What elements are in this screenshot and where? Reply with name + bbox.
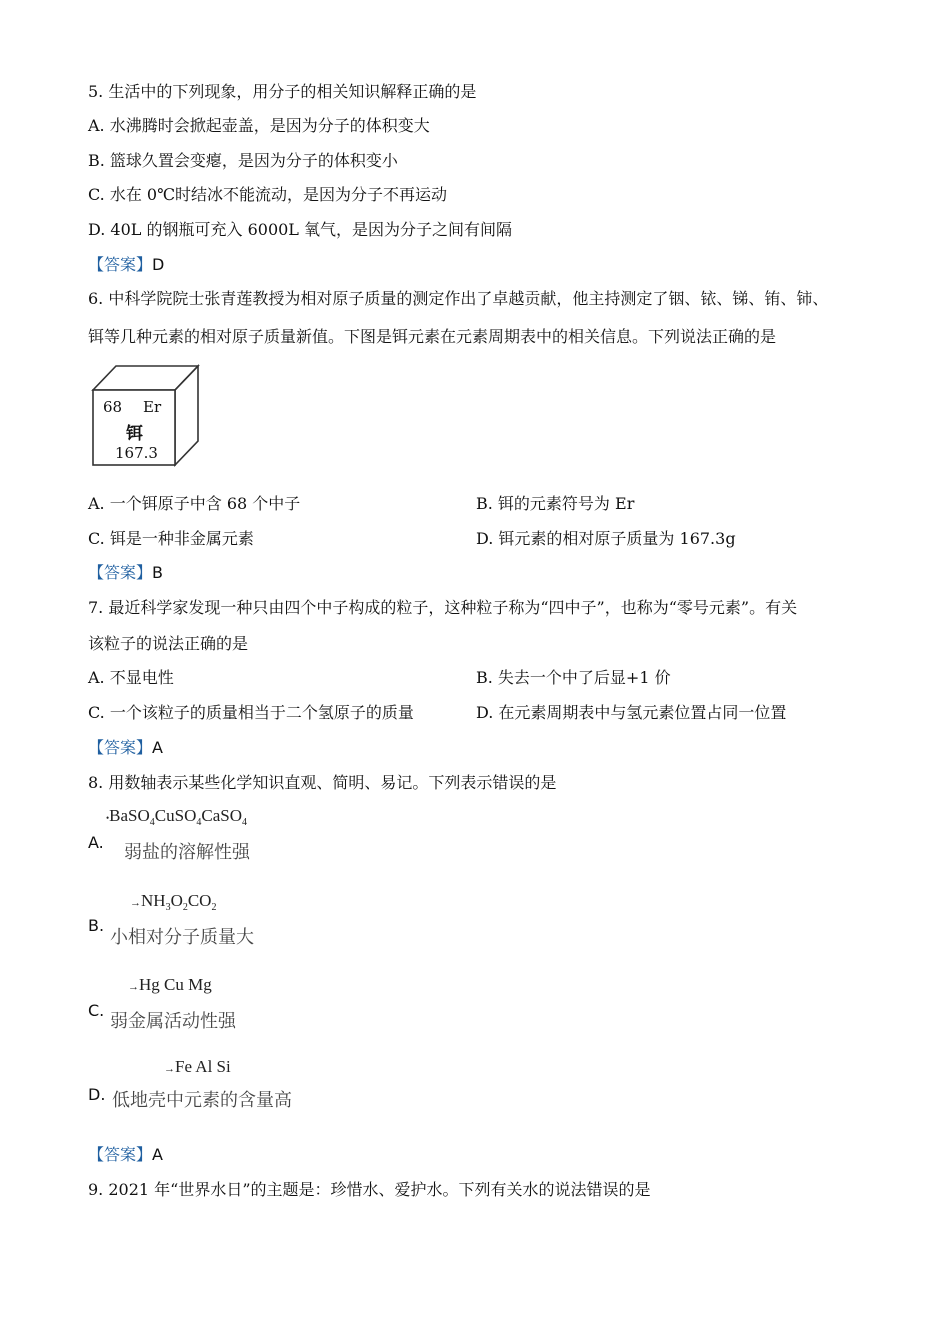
q8-option-a-letter: A. xyxy=(88,833,104,852)
q5-option-c: C. 水在 0℃时结冰不能流动，是因为分子不再运动 xyxy=(88,185,448,204)
q8-option-d-letter: D. xyxy=(88,1085,106,1104)
q7-option-d: D. 在元素周期表中与氢元素位置占同一位置 xyxy=(476,703,787,722)
q8-option-b-axis-bottom: 小相对分子质量大 xyxy=(110,927,254,948)
q7-answer-value: A xyxy=(152,738,163,757)
q8-option-d-axis-bottom: 低地壳中元素的含量高 xyxy=(112,1090,292,1111)
q5-option-d: D. 40L 的钢瓶可充入 6000L 氧气，是因为分子之间有间隔 xyxy=(88,220,513,239)
q5-answer-value: D xyxy=(152,255,165,274)
q5-option-a: A. 水沸腾时会掀起壶盖，是因为分子的体积变大 xyxy=(88,116,430,135)
q8-option-c-axis-bottom: 弱金属活动性强 xyxy=(110,1011,236,1032)
q6-answer-value: B xyxy=(152,563,164,582)
q6-option-b: B. 铒的元素符号为 Er xyxy=(476,494,635,513)
q6-option-a: A. 一个铒原子中含 68 个中子 xyxy=(88,494,301,513)
q5-answer: 【答案】D xyxy=(88,255,165,274)
q7-option-c: C. 一个该粒子的质量相当于二个氢原子的质量 xyxy=(88,703,414,722)
q7-answer: 【答案】A xyxy=(88,738,163,757)
q6-option-d: D. 铒元素的相对原子质量为 167.3g xyxy=(476,529,736,548)
q6-answer: 【答案】B xyxy=(88,563,164,582)
q5-option-b: B. 篮球久置会变瘪，是因为分子的体积变小 xyxy=(88,151,398,170)
q7-stem-line2: 该粒子的说法正确的是 xyxy=(88,634,249,653)
q6-stem-line2: 铒等几种元素的相对原子质量新值。下图是铒元素在元素周期表中的相关信息。下列说法正确的是 xyxy=(88,327,777,346)
q8-option-b-axis-top: $\to NH_3O_2CO_2$ xyxy=(130,891,217,913)
element-cell-erbium xyxy=(90,364,200,468)
q8-answer: 【答案】A xyxy=(88,1145,163,1164)
element-symbol: Er xyxy=(143,398,162,416)
q5-stem: 5. 生活中的下列现象，用分子的相关知识解释正确的是 xyxy=(88,82,477,101)
q6-stem-line1: 6. 中科学院院士张青莲教授为相对原子质量的测定作出了卓越贡献，他主持测定了铟、铱、锑、铕、铈、 xyxy=(88,289,829,308)
q7-stem-line1: 7. 最近科学家发现一种只由四个中子构成的粒子，这种粒子称为“四中子”，也称为“零号元素”。有关 xyxy=(88,598,798,617)
element-mass: 167.3 xyxy=(115,444,158,462)
q8-option-b-letter: B. xyxy=(88,916,105,935)
q9-stem: 9. 2021 年“世界水日”的主题是：珍惜水、爱护水。下列有关水的说法错误的是 xyxy=(88,1180,651,1199)
q8-option-a-axis-top: •BaSO$_4$CuSO$_4$CaSO$_4$ xyxy=(106,806,247,828)
q6-option-c: C. 铒是一种非金属元素 xyxy=(88,529,254,548)
element-number: 68 xyxy=(103,398,123,416)
q8-option-c-letter: C. xyxy=(88,1001,105,1020)
q8-option-d-axis-top: →Fe Al Si xyxy=(164,1057,231,1076)
q8-option-a-axis-bottom: 弱盐的溶解性强 xyxy=(124,842,250,863)
q8-answer-value: A xyxy=(152,1145,163,1164)
q8-option-c-axis-top: →Hg Cu Mg xyxy=(128,975,212,994)
q8-stem: 8. 用数轴表示某些化学知识直观、简明、易记。下列表示错误的是 xyxy=(88,773,557,792)
q7-option-a: A. 不显电性 xyxy=(88,668,174,687)
element-name: 铒 xyxy=(126,424,143,444)
q7-option-b: B. 失去一个中了后显+1 价 xyxy=(476,668,671,687)
